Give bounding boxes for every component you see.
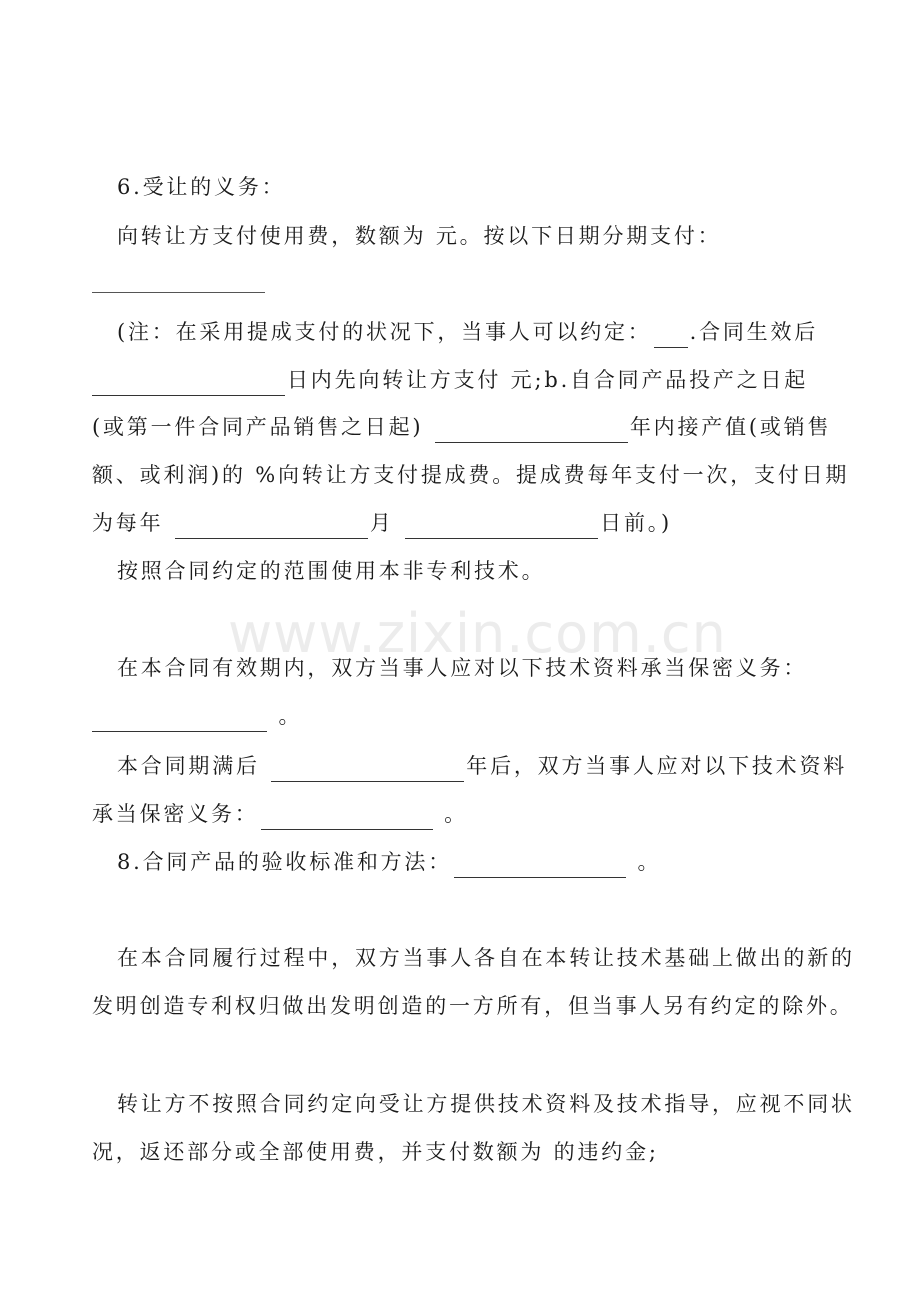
note-text-5c: 日前。) (600, 511, 673, 535)
note-line-2 (92, 364, 808, 396)
note-text-3b: 年内接产值(或销售 (629, 415, 832, 439)
section-6-heading: 6.受让的义务： (117, 175, 286, 199)
improvement-line-1: 在本合同履行过程中，双方当事人各自在本转让技术基础上做出的新的 (117, 946, 855, 970)
blank-acceptance-standard (454, 853, 626, 878)
note-text-1b: .合同生效后 (689, 320, 819, 344)
improvement-line-2: 发明创造专利权归做出发明创造的一方所有，但当事人另有约定的除外。 (92, 994, 854, 1018)
post-term-text-a: 本合同期满后 (117, 754, 270, 778)
note-text-1a: (注：在采用提成支付的状况下，当事人可以约定： (117, 320, 652, 344)
note-text-3a: (或第一件合同产品销售之日起) (92, 415, 433, 439)
watermark: www.zixin.com.cn (228, 602, 727, 665)
confidentiality-line: 在本合同有效期内，双方当事人应对以下技术资料承当保密义务： (117, 656, 808, 680)
post-term-line-2 (92, 798, 468, 830)
confidentiality-blank-line (92, 700, 302, 732)
blank-post-years (271, 757, 464, 782)
note-line-3 (92, 411, 831, 443)
post-term-line-1 (117, 750, 847, 782)
blank-years (435, 418, 628, 443)
note-text-5a: 为每年 (92, 511, 173, 535)
blank-a (654, 323, 688, 348)
blank-post-materials (261, 805, 433, 830)
breach-line-1: 转让方不按照合同约定向受让方提供技术资料及技术指导，应视不同状 (117, 1092, 855, 1116)
section-8-period: 。 (628, 850, 662, 874)
payment-amount-line: 向转让方支付使用费，数额为 元。按以下日期分期支付： (117, 224, 722, 248)
blank-month (175, 514, 368, 539)
note-text-2: 日内先向转让方支付 元;b.自合同产品投产之日起 (287, 368, 809, 392)
section-8-text: 8.合同产品的验收标准和方法： (117, 850, 453, 874)
post-term-text-b: 年后，双方当事人应对以下技术资料 (466, 754, 848, 778)
installment-blank (92, 292, 265, 293)
blank-day (405, 514, 598, 539)
note-text-5b: 月 (369, 511, 404, 535)
note-line-1 (117, 316, 818, 348)
post-term-text-c: 承当保密义务： (92, 802, 259, 826)
usage-scope-line: 按照合同约定的范围使用本非专利技术。 (117, 559, 546, 583)
section-8-line (117, 846, 661, 878)
blank-days (92, 371, 285, 396)
breach-line-2: 况，返还部分或全部使用费，并支付数额为 的违约金; (92, 1140, 659, 1164)
blank-confidential-materials (92, 707, 267, 732)
note-line-4: 额、或利润)的 %向转让方支付提成费。提成费每年支付一次，支付日期 (92, 463, 850, 487)
post-term-period: 。 (434, 802, 468, 826)
period-mark: 。 (269, 704, 303, 728)
note-line-5 (92, 507, 672, 539)
